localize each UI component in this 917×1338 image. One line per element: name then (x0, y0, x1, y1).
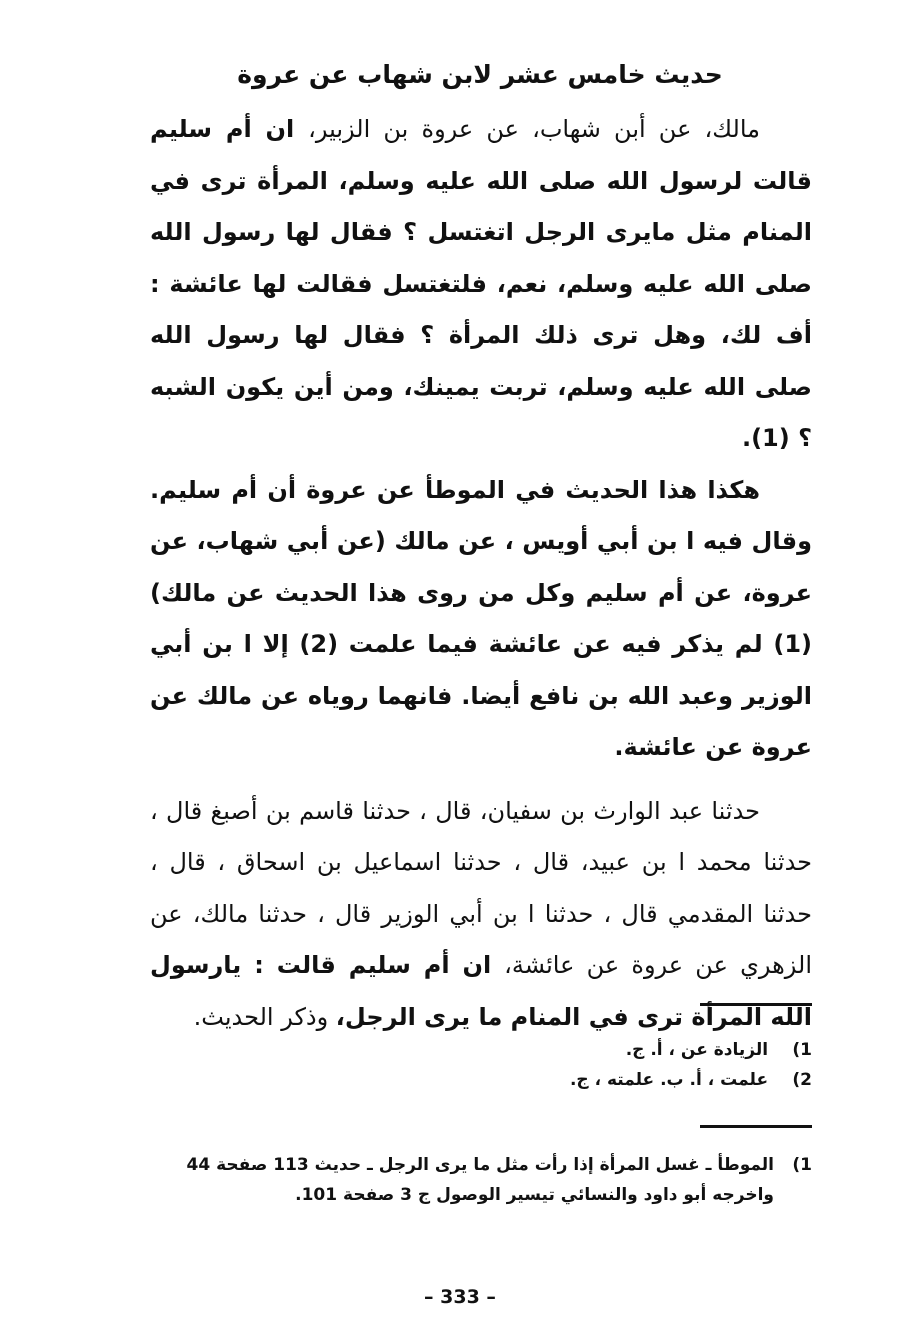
hadith-heading: حديث خامس عشر لابن شهاب عن عروة (237, 60, 723, 89)
footnote-text: الزيادة عن ، أ. ج. (625, 1040, 769, 1060)
footnote-text: الموطأ ـ غسل المرأة إذا رأت مثل ما يرى الرجل ـ حديث 113 صفحة 44 واخرجه أبو داود والنسائي تيسير الوصول ج 3 صفحة 101. (186, 1155, 774, 1205)
isnad-text: مالك، عن أبن شهاب، عن عروة بن الزبير، (308, 115, 760, 143)
commentary-text-part1: هكذا هذا الحديث في الموطأ عن عروة أن أم سليم. وقال فيه ا بن أبي أويس ، عن مالك (عن أبي شهاب، عن عروة، عن أم سليم وكل من روى هذا الحديث عن مالك) (1) لم يذكر فيه عن عائشة فيما علمت (2) (150, 475, 812, 658)
footnote-text: علمت ، أ. ب. علمته ، ج. (569, 1070, 769, 1090)
footnote-item (150, 1035, 812, 1065)
chain-text: حدثنا عبد الوارث بن سفيان، قال ، حدثنا قاسم بن أصبغ قال ، حدثنا محمد ا بن عبيد، قال ، حدثنا اسماعيل بن اسحاق ، قال ، حدثنا المقدمي قال ، حدثنا ا بن أبي الوزير قال ، حدثنا مالك، عن الزهري عن عروة عن عائشة، (150, 796, 812, 979)
page-number: – 333 – (424, 1286, 496, 1308)
hadith-paragraph (150, 104, 812, 465)
footnote-number: 2) (792, 1070, 812, 1090)
commentary-paragraph (150, 465, 812, 774)
chain-matn-text: ان أم سليم قالت : يارسول الله المرأة ترى في المنام ما يرى الرجل، (150, 951, 812, 1031)
footnote-item (150, 1065, 812, 1095)
footnote-divider-bottom (700, 1125, 812, 1128)
matn-text: ان أم سليم قالت لرسول الله صلى الله عليه وسلم، المرأة ترى في المنام مثل مايرى الرجل اتغتسل ؟ فقال لها رسول الله صلى الله عليه وسلم، نعم، فلتغتسل فقالت لها عائشة : أف لك، وهل ترى ذلك المرأة ؟ فقال لها رسول الله صلى الله عليه وسلم، تربت يمينك، ومن أين يكون الشبه ؟ (1). (150, 115, 812, 452)
footnote-number: 1) (792, 1155, 812, 1175)
commentary-text-part2: إلا ا بن أبي الوزير وعبد الله بن نافع أيضا. فانهما روياه عن مالك عن عروة عن عائشة. (150, 630, 812, 761)
main-text (150, 104, 812, 1043)
source-footnote (150, 1150, 812, 1210)
chain-closing-text: وذكر الحديث. (193, 1002, 336, 1031)
footnote-number: 1) (792, 1040, 812, 1060)
footnote-divider-top (700, 1003, 812, 1006)
